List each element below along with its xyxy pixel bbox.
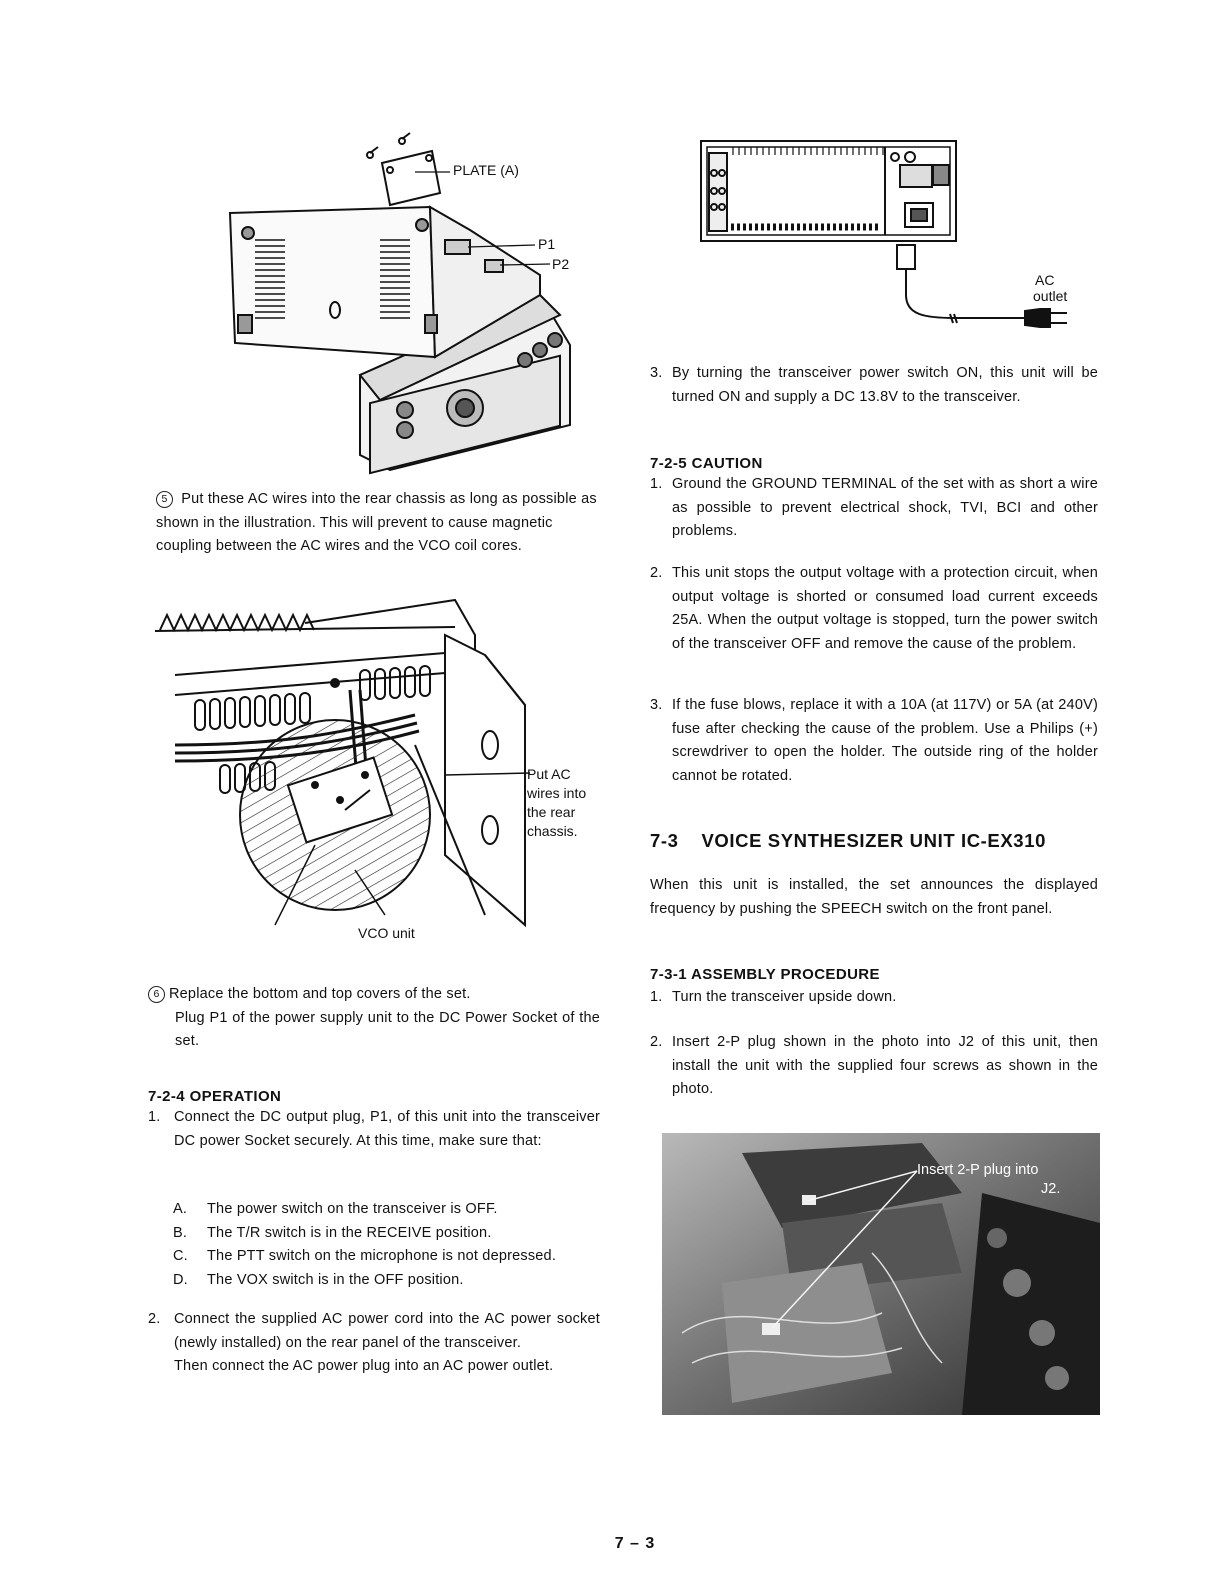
voice-synth-intro: When this unit is installed, the set announces the displayed frequency by pushing the SPEECH switch on the front panel. — [650, 877, 1098, 917]
assembly-item-number: 2. — [650, 1034, 663, 1050]
checklist-item — [173, 1198, 613, 1222]
checklist-text: The PTT switch on the microphone is not depressed. — [207, 1248, 557, 1264]
step-6 — [148, 983, 600, 1054]
step-5-text: Put these AC wires into the rear chassis as long as possible as shown in the illustration. This will prevent to cause magnetic coupling between the AC wires and the VCO coil cores. — [156, 491, 597, 554]
checklist-item — [173, 1245, 613, 1269]
caution-item-text: This unit stops the output voltage with a protection circuit, when output voltage is shorted or consumed load current exceeds 25A. When the output voltage is stopped, turn the power switch of the transceiver OFF and remove the cause of the problem. — [672, 565, 1098, 652]
step-5 — [156, 488, 602, 559]
assembly-item-text: Insert 2-P plug shown in the photo into J2 of this unit, then install the unit with the supplied four screws as shown in the photo. — [672, 1034, 1098, 1097]
caution-item-number: 3. — [650, 697, 663, 713]
checklist-text: The power switch on the transceiver is OFF. — [207, 1201, 498, 1217]
page-number: 7 – 3 — [614, 1535, 656, 1552]
label-insert-2p-plug: Insert 2-P plug into — [917, 1162, 1039, 1178]
checklist-letter: A. — [173, 1201, 188, 1217]
operation-item-3-number: 3. — [650, 365, 663, 381]
operation-item-2-number: 2. — [148, 1311, 161, 1327]
checklist-text: The VOX switch is in the OFF position. — [207, 1271, 464, 1288]
checklist-item — [173, 1222, 613, 1246]
label-p2: P2 — [552, 256, 570, 272]
label-j2: J2. — [1041, 1181, 1061, 1197]
checklist-letter: B. — [173, 1224, 188, 1241]
heading-7-2-5-caution: 7-2-5 CAUTION — [650, 455, 763, 472]
operation-checklist — [173, 1198, 613, 1292]
assembly-item — [650, 1031, 1098, 1102]
checklist-text: The T/R switch is in the RECEIVE position. — [207, 1224, 492, 1241]
step-5-marker: 5 — [156, 491, 173, 508]
label-the-rear: the rear — [527, 804, 576, 820]
assembly-photo — [662, 1133, 1100, 1415]
caution-item — [650, 562, 1098, 656]
label-chassis: chassis. — [527, 823, 578, 839]
caution-item-number: 2. — [650, 565, 663, 581]
plate-removal-illustration — [210, 125, 590, 475]
caution-item-text: If the fuse blows, replace it with a 10A (at 117V) or 5A (at 240V) fuse after checking the cause of the problem. Use a Philips (+) screwdriver to open the holder. The outside ring of the holder cannot be rotated. — [672, 697, 1098, 784]
label-vco-unit: VCO unit — [358, 925, 415, 941]
step-6-text: Replace the bottom and top covers of the set. — [169, 986, 471, 1002]
checklist-item — [173, 1269, 613, 1293]
operation-item-1-text: Connect the DC output plug, P1, of this unit into the transceiver DC power Socket securely. At this time, make sure that: — [174, 1109, 600, 1149]
label-p1: P1 — [538, 236, 556, 252]
label-ac: AC — [1035, 272, 1055, 288]
ac-wires-chassis-illustration — [155, 595, 615, 950]
assembly-item-text: Turn the transceiver upside down. — [672, 989, 897, 1005]
caution-item-text: Ground the GROUND TERMINAL of the set with as short a wire as possible to prevent electrical shock, TVI, BCI and other problems. — [672, 476, 1098, 539]
rear-panel-ac-cord-illustration — [695, 135, 1095, 335]
checklist-letter: C. — [173, 1248, 188, 1264]
assembly-item — [650, 986, 1098, 1010]
heading-7-3-1-assembly: 7-3-1 ASSEMBLY PROCEDURE — [650, 966, 880, 983]
operation-item-1-number: 1. — [148, 1109, 161, 1125]
heading-7-3-voice-synthesizer: 7-3 VOICE SYNTHESIZER UNIT IC-EX310 — [650, 830, 1046, 851]
label-outlet: outlet — [1033, 288, 1068, 304]
operation-item-3-text: By turning the transceiver power switch ON, this unit will be turned ON and supply a DC 13.8V to the transceiver. — [672, 365, 1098, 405]
heading-7-2-4-operation: 7-2-4 OPERATION — [148, 1088, 282, 1105]
operation-item-2-text: Connect the supplied AC power cord into the AC power socket (newly installed) on the rear panel of the transceiver. — [174, 1311, 600, 1351]
caution-item-number: 1. — [650, 476, 663, 492]
operation-item-2-text2: Then connect the AC power plug into an AC power outlet. — [174, 1358, 554, 1374]
operation-item-1 — [148, 1106, 600, 1153]
checklist-letter: D. — [173, 1271, 188, 1288]
step-6-marker: 6 — [148, 986, 165, 1003]
operation-item-3 — [650, 362, 1098, 409]
caution-item — [650, 473, 1098, 544]
step-6-text2: Plug P1 of the power supply unit to the DC Power Socket of the set. — [175, 1009, 600, 1049]
operation-item-2 — [148, 1308, 600, 1379]
caution-item — [650, 694, 1098, 788]
label-put-ac: Put AC — [527, 766, 571, 782]
label-plate-a: PLATE (A) — [453, 162, 519, 178]
assembly-item-number: 1. — [650, 989, 663, 1005]
label-wires-into: wires into — [527, 785, 587, 801]
